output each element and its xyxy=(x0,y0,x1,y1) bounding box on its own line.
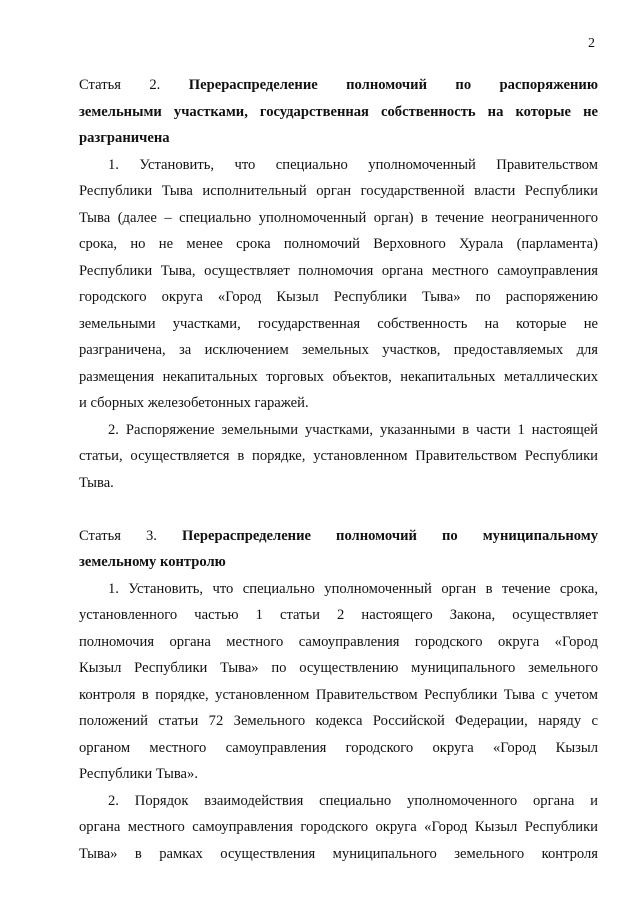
article2-p2-line: 2. Распоряжение земельными участками, указанными в части 1 настоящей xyxy=(108,422,598,438)
article3-p1-line: 1. Установить, что специально уполномоченный орган в течение срока, xyxy=(108,581,598,597)
article3-p2-line: органа местного самоуправления городского округа «Город Кызыл Республики xyxy=(79,819,598,835)
article-number-label: Статья 3. xyxy=(79,528,183,544)
article2-p1-line: и сборных железобетонных гаражей. xyxy=(79,395,309,411)
article2-p2-line: статьи, осуществляется в порядке, установленном Правительством Республики xyxy=(79,448,598,464)
article2-p1-line: размещения некапитальных торговых объектов, некапитальных металлических xyxy=(79,369,598,385)
article2-p1-line: Тыва (далее – специально уполномоченный орган) в течение неограниченного xyxy=(79,210,598,226)
article3-p1-line: Республики Тыва». xyxy=(79,766,198,782)
article2-p1-line: Республики Тыва, осуществляет полномочия органа местного самоуправления xyxy=(79,263,598,279)
article2-p1-line: разграничена, за исключением земельных участков, предоставляемых для xyxy=(79,342,598,358)
article-title: Перераспределение полномочий по распоряжению xyxy=(188,77,598,93)
article-title: Перераспределение полномочий по муниципальному xyxy=(182,528,598,544)
page-number: 2 xyxy=(588,36,595,51)
article2-p1-line: Республики Тыва исполнительный орган государственной власти Республики xyxy=(79,183,598,199)
article3-p2-line: Тыва» в рамках осуществления муниципального земельного контроля xyxy=(79,846,598,862)
article3-p2-line: 2. Порядок взаимодействия специально уполномоченного органа и xyxy=(108,793,598,809)
article2-p1-line: 1. Установить, что специально уполномоченный Правительством xyxy=(108,157,598,173)
article3-heading-line: земельному контролю xyxy=(79,554,226,570)
article3-p1-line: установленного частью 1 статьи 2 настоящего Закона, осуществляет xyxy=(79,607,598,623)
article2-heading-label xyxy=(79,77,598,93)
article3-p1-line: контроля в порядке, установленном Правительством Республики Тыва с учетом xyxy=(79,687,598,703)
article2-p1-line: городского округа «Город Кызыл Республики Тыва» по распоряжению xyxy=(79,289,598,305)
article3-p1-line: Кызыл Республики Тыва» по осуществлению муниципального земельного xyxy=(79,660,598,676)
article2-p1-line: срока, но не менее срока полномочий Верховного Хурала (парламента) xyxy=(79,236,598,252)
article3-p1-line: полномочия органа местного самоуправления городского округа «Город xyxy=(79,634,598,650)
article2-heading-line xyxy=(79,75,598,95)
article3-p1-line: положений статьи 72 Земельного кодекса Российской Федерации, наряду с xyxy=(79,713,598,729)
article3-p1-line: органом местного самоуправления городского округа «Город Кызыл xyxy=(79,740,598,756)
article2-heading-line: разграничена xyxy=(79,130,170,146)
article-number-label: Статья 2. xyxy=(79,77,189,93)
article3-heading-line xyxy=(79,526,598,546)
article2-heading-line: земельными участками, государственная собственность на которые не xyxy=(79,104,598,120)
article2-p1-line: земельными участками, государственная собственность на которые не xyxy=(79,316,598,332)
article2-p2-line: Тыва. xyxy=(79,475,114,491)
